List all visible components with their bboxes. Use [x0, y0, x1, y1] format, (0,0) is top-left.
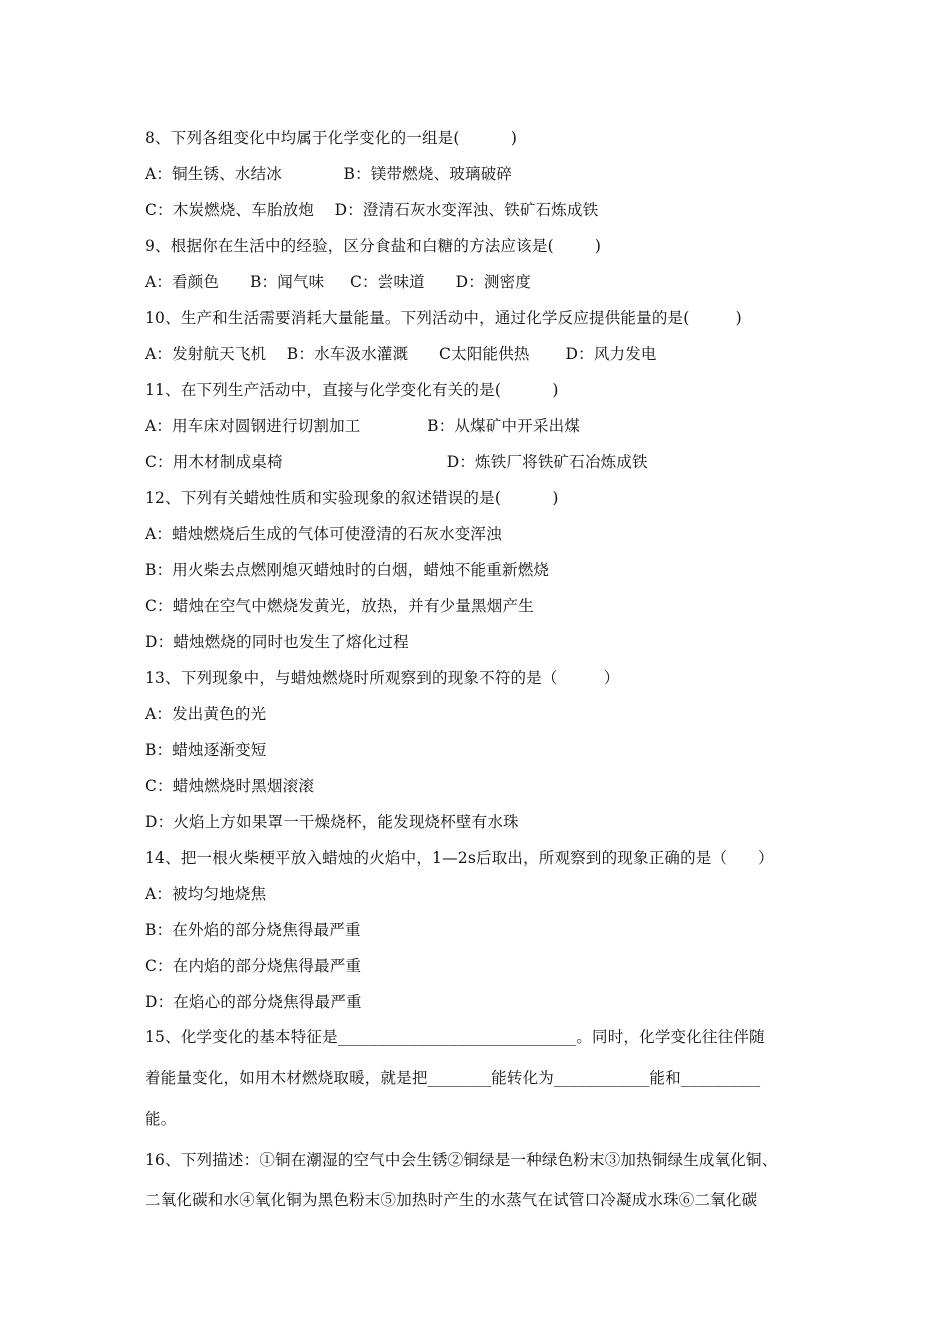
question-13-option-b: B：蜡烛逐渐变短: [145, 741, 267, 759]
question-12-option-c: C：蜡烛在空气中燃烧发黄光，放热，并有少量黑烟产生: [145, 597, 534, 615]
question-15-line-2: 着能量变化，如用木材燃烧取暖，就是把________能转化为____________能和__________: [145, 1069, 761, 1087]
question-14-option-d: D：在焰心的部分烧焦得最严重: [145, 993, 362, 1011]
question-12: 12、下列有关蜡烛性质和实验现象的叙述错误的是( ): [145, 489, 559, 507]
question-10-options: A：发射航天飞机 B：水车汲水灌溉 C太阳能供热 D：风力发电: [145, 345, 657, 363]
question-14: 14、把一根火柴梗平放入蜡烛的火焰中，1—2s后取出，所观察到的现象正确的是（ ）: [145, 849, 774, 867]
question-12-option-a: A：蜡烛燃烧后生成的气体可使澄清的石灰水变浑浊: [145, 525, 502, 543]
question-16-line-1: 16、下列描述：①铜在潮湿的空气中会生锈②铜绿是一种绿色粉末③加热铜绿生成氧化铜、: [145, 1151, 778, 1169]
question-8-options-ab: A：铜生锈、水结冰 B：镁带燃烧、玻璃破碎: [145, 165, 513, 183]
question-12-option-d: D：蜡烛燃烧的同时也发生了熔化过程: [145, 633, 409, 651]
question-13-option-a: A：发出黄色的光: [145, 705, 267, 723]
question-13-option-c: C：蜡烛燃烧时黑烟滚滚: [145, 777, 315, 795]
question-9: 9、根据你在生活中的经验，区分食盐和白糖的方法应该是( ): [145, 237, 602, 255]
question-14-option-a: A：被均匀地烧焦: [145, 885, 267, 903]
question-16-line-2: 二氧化碳和水④氧化铜为黑色粉末⑤加热时产生的水蒸气在试管口冷凝成水珠⑥二氧化碳: [145, 1191, 758, 1209]
question-8-options-cd: C：木炭燃烧、车胎放炮 D：澄清石灰水变浑浊、铁矿石炼成铁: [145, 201, 599, 219]
question-11-options-ab: A：用车床对圆钢进行切割加工 B：从煤矿中开采出煤: [145, 417, 581, 435]
question-8: 8、下列各组变化中均属于化学变化的一组是( ): [145, 129, 518, 147]
question-13: 13、下列现象中，与蜡烛燃烧时所观察到的现象不符的是（ ）: [145, 669, 620, 687]
question-15-line-1: 15、化学变化的基本特征是______________________________。同时，化学变化往往伴随: [145, 1028, 765, 1046]
question-13-option-d: D：火焰上方如果罩一干燥烧杯，能发现烧杯壁有水珠: [145, 813, 519, 831]
question-11-options-cd: C：用木材制成桌椅 D：炼铁厂将铁矿石冶炼成铁: [145, 453, 648, 471]
question-14-option-c: C：在内焰的部分烧焦得最严重: [145, 957, 362, 975]
question-9-options: A：看颜色 B：闻气味 C：尝味道 D：测密度: [145, 273, 532, 291]
question-15-line-3: 能。: [145, 1110, 177, 1128]
question-11: 11、在下列生产活动中，直接与化学变化有关的是( ): [145, 381, 559, 399]
question-10: 10、生产和生活需要消耗大量能量。下列活动中，通过化学反应提供能量的是( ): [145, 309, 742, 327]
question-12-option-b: B：用火柴去点燃刚熄灭蜡烛时的白烟，蜡烛不能重新燃烧: [145, 561, 550, 579]
question-14-option-b: B：在外焰的部分烧焦得最严重: [145, 921, 361, 939]
